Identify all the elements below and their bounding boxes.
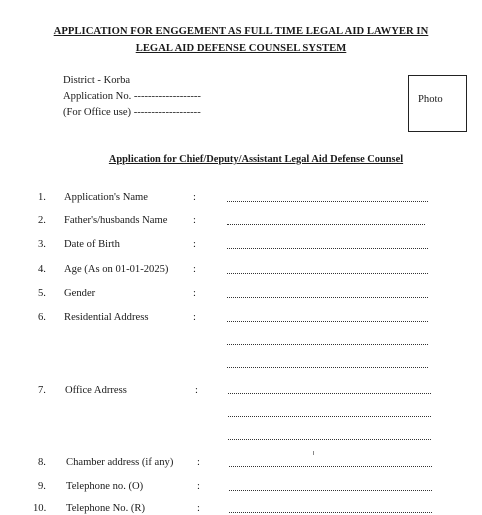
field-label-age: Age (As on 01-01-2025) (64, 264, 169, 275)
age-line[interactable] (227, 273, 428, 274)
office-address-line-3[interactable] (228, 439, 431, 440)
residential-address-line-1[interactable] (227, 321, 428, 322)
field-label-date-of-birth: Date of Birth (64, 239, 120, 250)
field-colon: : (197, 481, 200, 492)
applicant-name-line[interactable] (227, 201, 428, 202)
residential-address-line-2[interactable] (227, 344, 428, 345)
form-title-line-1: APPLICATION FOR ENGGEMENT AS FULL TIME LEGAL AID LAWYER IN (53, 26, 429, 37)
telephone-residence-line[interactable] (229, 512, 432, 513)
field-number: 2. (38, 215, 46, 226)
office-address-line-2[interactable] (228, 416, 431, 417)
field-number: 7. (38, 385, 46, 396)
field-number: 6. (38, 312, 46, 323)
field-number: 1. (38, 192, 46, 203)
field-colon: : (193, 288, 196, 299)
field-colon: : (197, 503, 200, 514)
field-label-father-husband-name: Father's/husbands Name (64, 215, 168, 226)
field-colon: : (193, 264, 196, 275)
form-subtitle: Application for Chief/Deputy/Assistant Legal Aid Defense Counsel (108, 154, 404, 165)
chamber-address-line[interactable] (229, 466, 432, 467)
telephone-office-line[interactable] (229, 490, 432, 491)
field-colon: : (195, 385, 198, 396)
residential-address-line-3[interactable] (227, 367, 428, 368)
field-label-telephone-residence: Telephone No. (R) (66, 503, 145, 514)
field-colon: : (193, 239, 196, 250)
field-label-office-address: Office Adrress (65, 385, 127, 396)
field-colon: : (193, 312, 196, 323)
field-number: 8. (38, 457, 46, 468)
field-colon: : (197, 457, 200, 468)
field-label-gender: Gender (64, 288, 96, 299)
field-number: 5. (38, 288, 46, 299)
field-label-residential-address: Residential Address (64, 312, 149, 323)
field-number: 3. (38, 239, 46, 250)
office-address-line-1[interactable] (228, 393, 431, 394)
field-label-applicant-name: Application's Name (64, 192, 148, 203)
field-label-chamber-address: Chamber address (if any) (66, 457, 174, 468)
father-husband-name-line[interactable] (227, 224, 425, 225)
field-number: 9. (38, 481, 46, 492)
stray-mark (313, 451, 314, 455)
field-label-telephone-office: Telephone no. (O) (66, 481, 144, 492)
form-title-line-2: LEGAL AID DEFENSE COUNSEL SYSTEM (135, 43, 347, 54)
district-label: District - Korba (63, 75, 131, 86)
field-number: 4. (38, 264, 46, 275)
field-number: 10. (33, 503, 47, 514)
field-colon: : (193, 215, 196, 226)
office-use-label: (For Office use) ------------------- (63, 107, 201, 118)
gender-line[interactable] (227, 297, 428, 298)
photo-box[interactable] (408, 75, 467, 132)
date-of-birth-line[interactable] (227, 248, 428, 249)
field-colon: : (193, 192, 196, 203)
photo-label: Photo (418, 94, 443, 105)
application-number-label: Application No. ------------------- (63, 91, 201, 102)
